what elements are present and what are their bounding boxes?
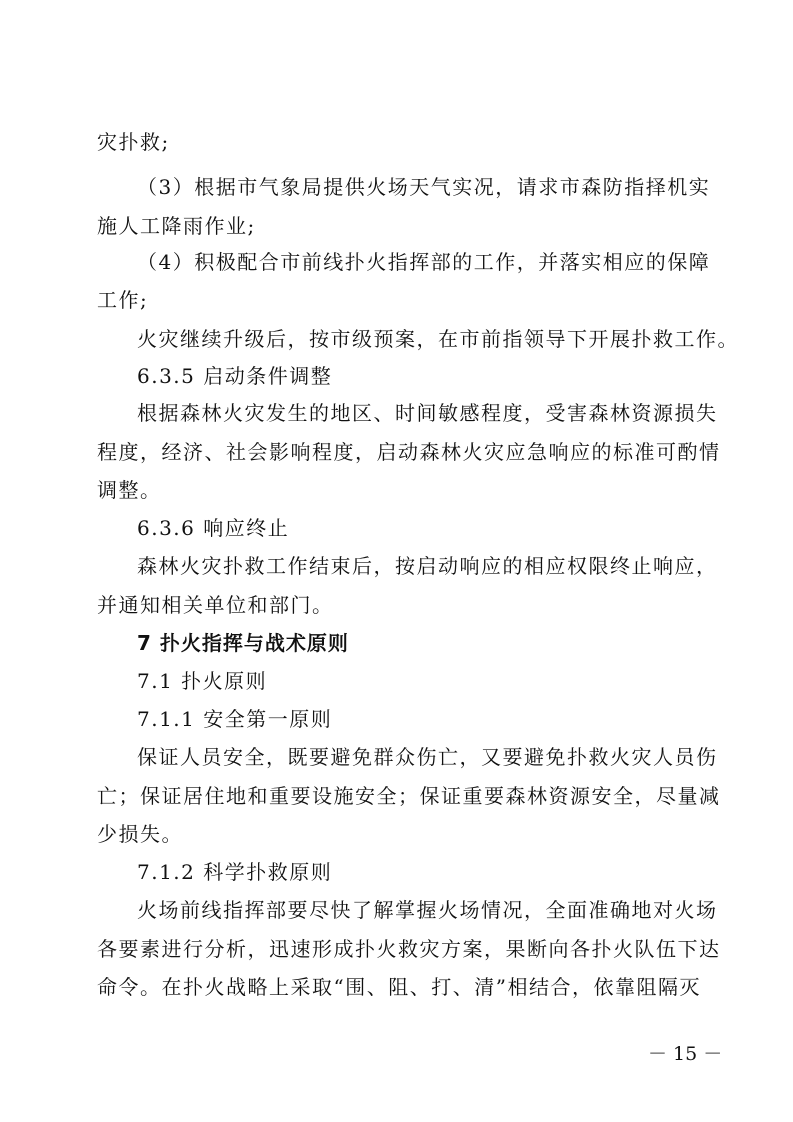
paragraph-safety-1: 保证人员安全，既要避免群众伤亡，又要避免扑救火灾人员伤 <box>137 745 718 769</box>
text-line-5: 工作; <box>97 288 149 312</box>
paragraph-adjustment-1: 根据森林火灾发生的地区、时间敏感程度，受害森林资源损失 <box>137 401 718 425</box>
text-line-1: 灾扑救; <box>97 130 170 154</box>
paragraph-adjustment-3: 调整。 <box>97 478 162 502</box>
chapter-heading-7: 7 扑火指挥与战术原则 <box>137 631 349 655</box>
paragraph-safety-3: 少损失。 <box>97 822 183 846</box>
paragraph-termination-1: 森林火灾扑救工作结束后，按启动响应的相应权限终止响应， <box>137 554 718 578</box>
paragraph-science-2: 各要素进行分析，迅速形成扑火救灾方案，果断向各扑火队伍下达 <box>97 937 721 961</box>
list-item-3: （3）根据市气象局提供火场天气实况，请求市森防指择机实 <box>137 175 711 199</box>
page-number: － 15 － <box>648 1043 723 1065</box>
section-heading-7-1: 7.1 扑火原则 <box>137 669 268 693</box>
paragraph-escalation: 火灾继续升级后，按市级预案，在市前指领导下开展扑救工作。 <box>137 327 739 351</box>
text-line-3: 施人工降雨作业; <box>97 214 256 238</box>
paragraph-science-1: 火场前线指挥部要尽快了解掌握火场情况，全面准确地对火场 <box>137 898 718 922</box>
section-heading-7-1-2: 7.1.2 科学扑救原则 <box>137 860 333 884</box>
paragraph-adjustment-2: 程度，经济、社会影响程度，启动森林火灾应急响应的标准可酌情 <box>97 440 721 464</box>
paragraph-science-3: 命令。在扑火战略上采取“围、阻、打、清”相结合，依靠阻隔灭 <box>97 975 701 999</box>
list-item-4: （4）积极配合市前线扑火指挥部的工作，并落实相应的保障 <box>137 250 711 274</box>
section-heading-6-3-6: 6.3.6 响应终止 <box>137 516 290 540</box>
section-heading-7-1-1: 7.1.1 安全第一原则 <box>137 707 333 731</box>
section-heading-6-3-5: 6.3.5 启动条件调整 <box>137 364 333 388</box>
paragraph-safety-2: 亡；保证居住地和重要设施安全；保证重要森林资源安全，尽量减 <box>97 784 721 808</box>
paragraph-termination-2: 并通知相关单位和部门。 <box>97 593 334 617</box>
